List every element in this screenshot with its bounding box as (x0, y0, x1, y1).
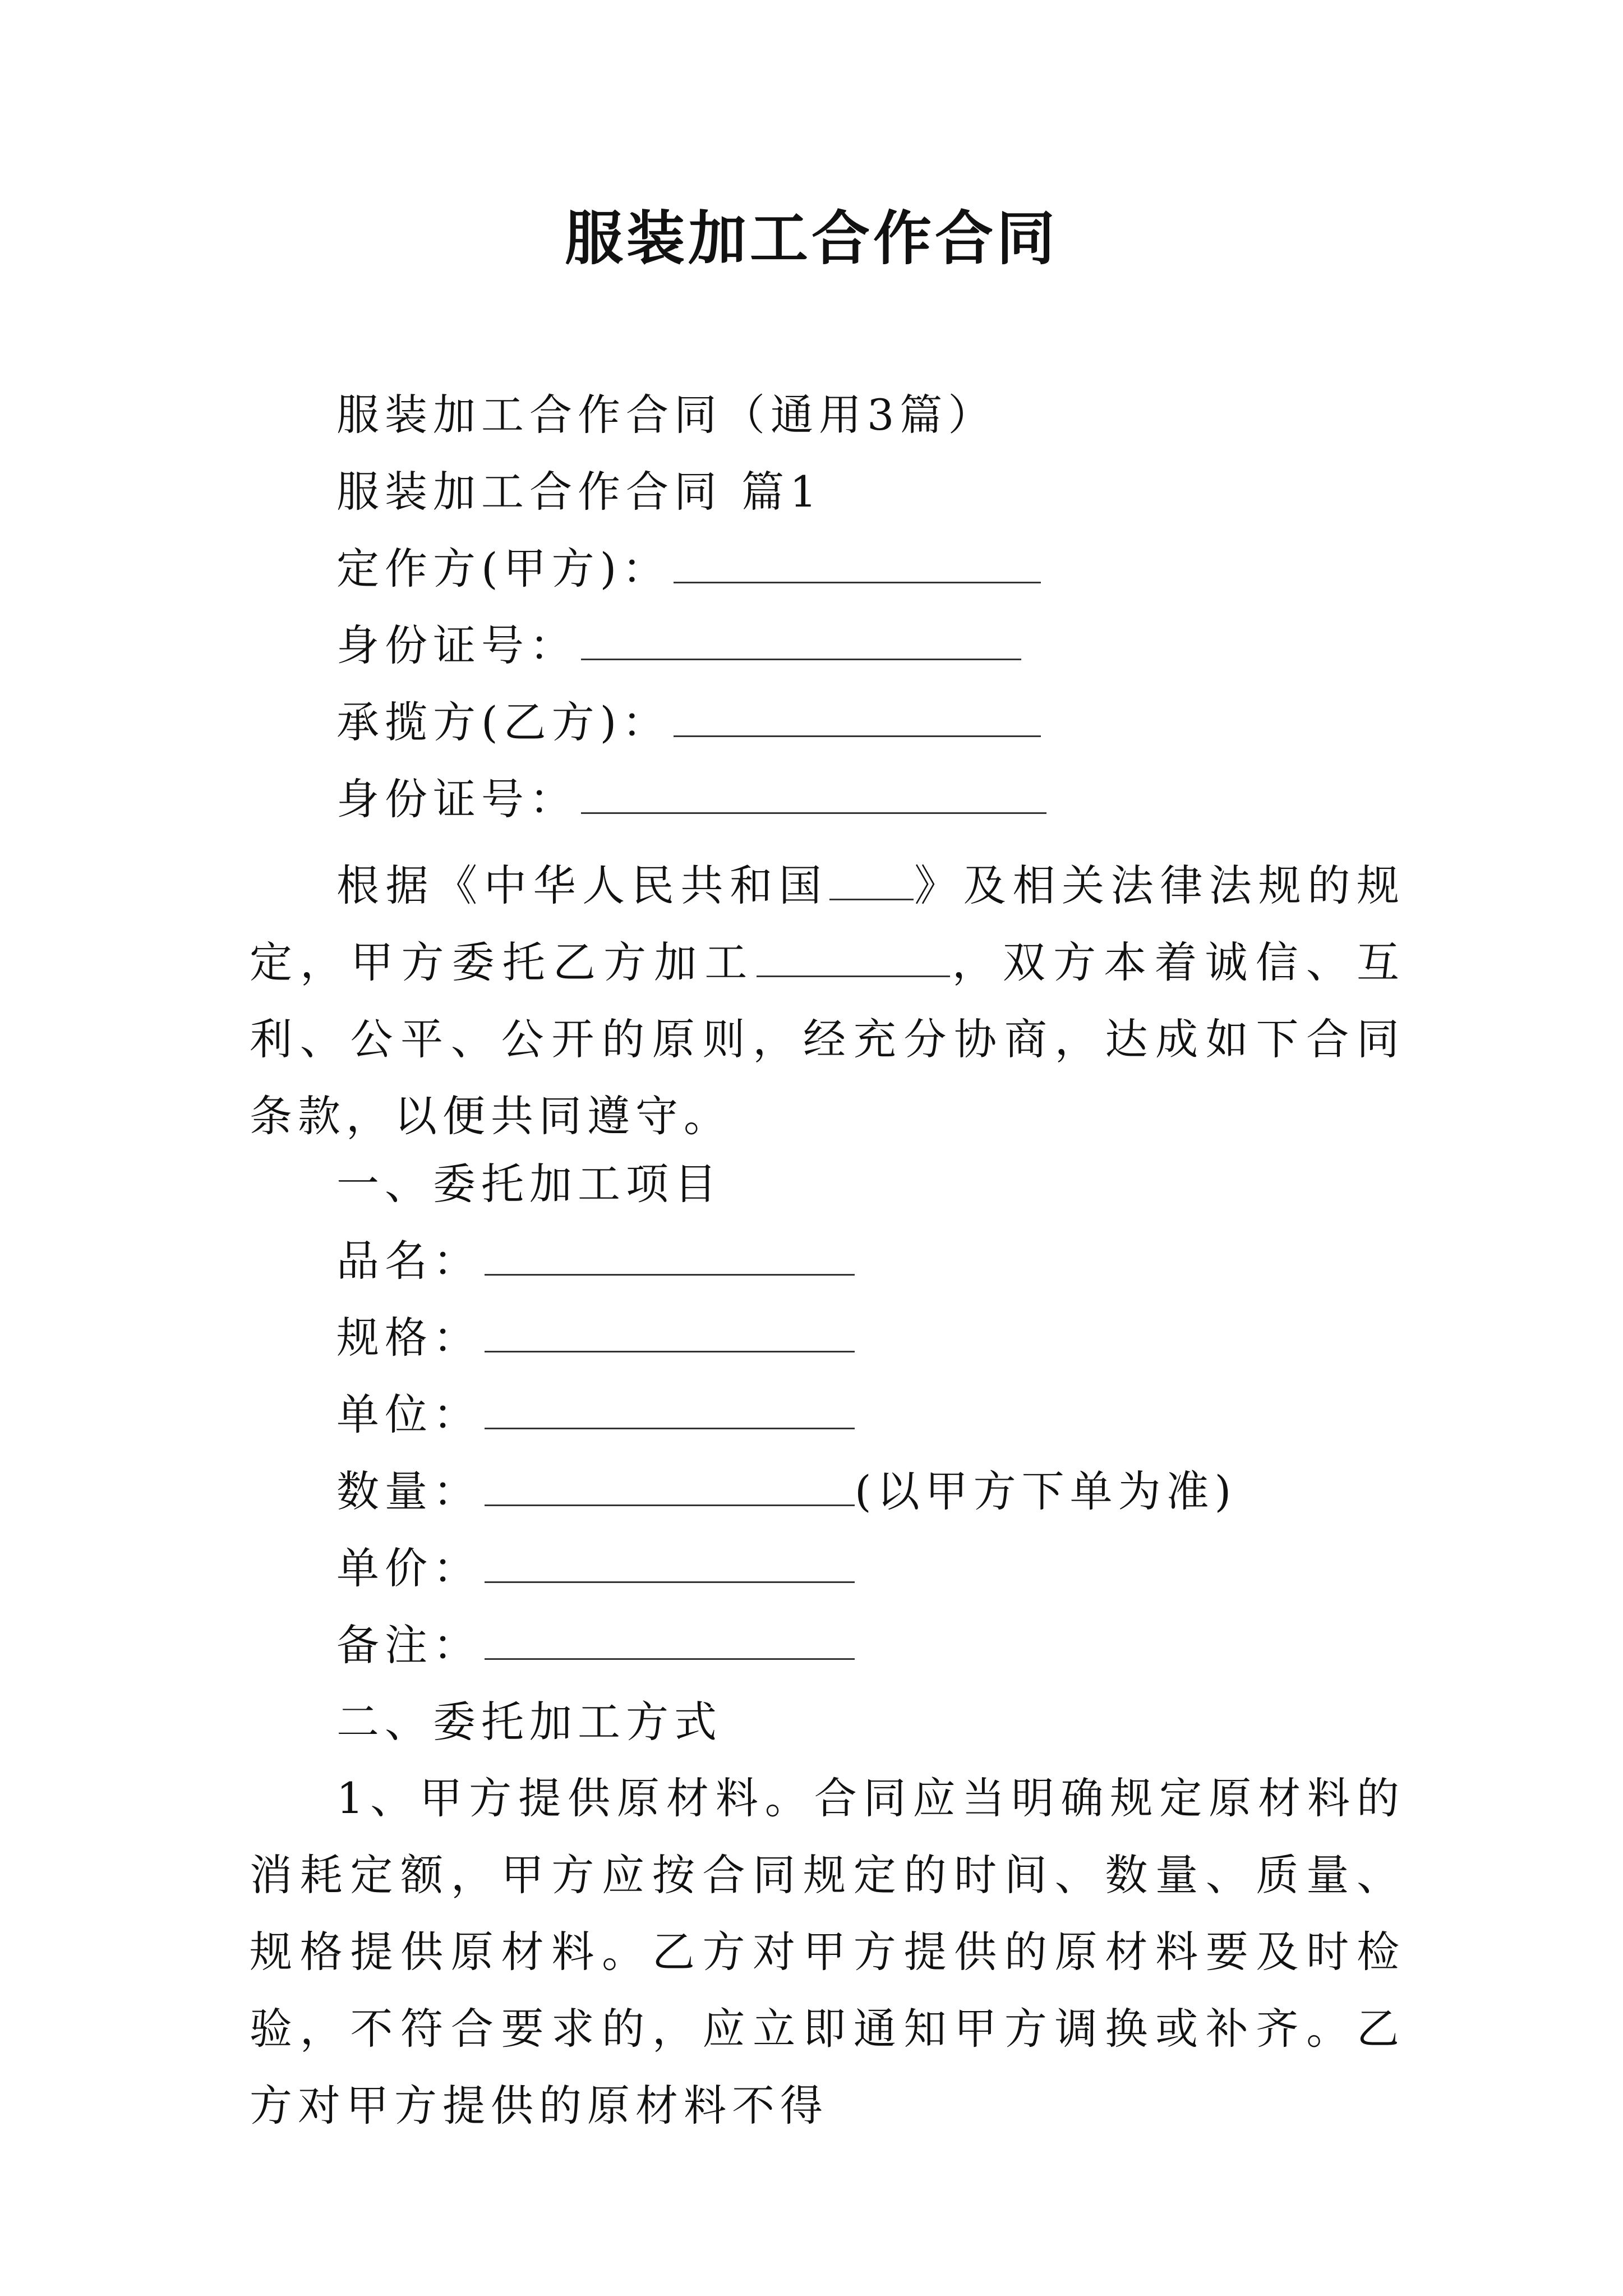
item-unit-row (336, 1387, 855, 1443)
party-a-id-row (336, 618, 1021, 674)
item-remark-blank (485, 1619, 855, 1660)
item-price-label: 单价： (336, 1543, 481, 1593)
document-subtitle: 服装加工合作合同（通用3篇） (336, 390, 997, 440)
item-qty-note: (以甲方下单为准) (855, 1466, 1237, 1516)
item-spec-blank (485, 1312, 855, 1352)
item-qty-label: 数量： (336, 1466, 481, 1516)
item-unit-blank (485, 1388, 855, 1429)
item-qty-row (336, 1464, 1237, 1520)
preamble-paragraph (250, 847, 1405, 1154)
party-a-id-blank (581, 619, 1021, 660)
document-title: 服装加工合作合同 (564, 204, 1058, 273)
item-spec-row (336, 1310, 855, 1366)
party-a-label: 定作方(甲方)： (336, 544, 671, 593)
item-price-blank (485, 1542, 855, 1583)
item-unit-label: 单位： (336, 1389, 481, 1439)
section1-heading: 一、委托加工项目 (336, 1159, 722, 1209)
item-price-row (336, 1540, 855, 1596)
item-name-label: 品名： (336, 1236, 481, 1286)
party-b-blank (674, 696, 1041, 737)
section2-heading: 二、委托加工方式 (336, 1697, 722, 1747)
party-a-row (336, 541, 1041, 597)
item-spec-label: 规格： (336, 1313, 481, 1363)
party-b-id-row (336, 771, 1046, 827)
party-a-id-label: 身份证号： (336, 620, 578, 670)
party-b-id-blank (581, 773, 1046, 814)
law-name-blank (829, 859, 914, 900)
party-b-id-label: 身份证号： (336, 774, 578, 824)
product-blank (757, 936, 950, 977)
clause-1-paragraph: 1、甲方提供原材料。合同应当明确规定原材料的消耗定额，甲方应按合同规定的时间、数量、质量、规格提供原材料。乙方对甲方提供的原材料要及时检验，不符合要求的，应立即通知甲方调换或补齐。乙方对甲方提供的原材料不得 (250, 1773, 1405, 2131)
item-qty-blank (485, 1465, 855, 1506)
preamble-part-1: 根据《中华人民共和国 (336, 861, 828, 910)
preamble-part-3: ，双方本着诚信、互利、公平、公开的原则，经充分协商，达成如下合同条款，以便共同遵守。 (250, 937, 1405, 1141)
item-remark-row (336, 1617, 855, 1673)
preamble-part-2: 》及相关法律法规的规定，甲方委托乙方加工 (250, 861, 1405, 987)
item-name-row (336, 1233, 855, 1289)
item-remark-label: 备注： (336, 1620, 481, 1670)
party-b-label: 承揽方(乙方)： (336, 697, 671, 747)
party-b-row (336, 694, 1041, 751)
item-name-blank (485, 1235, 855, 1276)
party-a-blank (674, 542, 1041, 583)
part-heading: 服装加工合作合同 篇1 (336, 467, 823, 517)
